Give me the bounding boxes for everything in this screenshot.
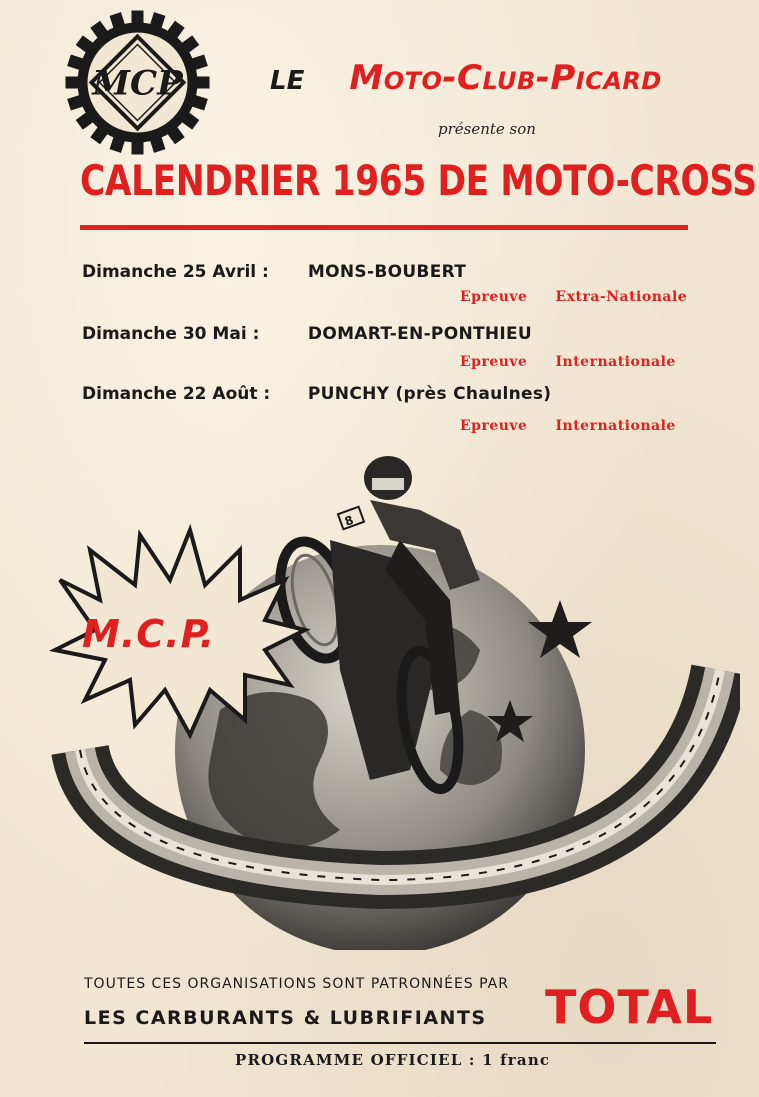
event-kind-label: Epreuve — [460, 289, 528, 305]
event-kind — [460, 418, 676, 434]
presente-son-text: présente son — [438, 120, 536, 138]
event-kind — [460, 354, 676, 370]
event-date: Dimanche 30 Mai : — [82, 324, 260, 344]
event-kind-level: Internationale — [555, 418, 676, 434]
event-kind-label: Epreuve — [460, 418, 528, 434]
event-date: Dimanche 22 Août : — [82, 384, 271, 404]
event-kind-level: Extra-Nationale — [555, 289, 688, 305]
program-price: PROGRAMME OFFICIEL : 1 franc — [235, 1051, 551, 1069]
event-kind-label: Epreuve — [460, 354, 528, 370]
footer-divider — [84, 1042, 716, 1044]
title-underline — [80, 225, 688, 230]
event-place: DOMART-EN-PONTHIEU — [307, 324, 533, 344]
globe-motorcycle-illustration — [40, 450, 740, 950]
rider-number: 8 — [342, 512, 356, 529]
emblem-letters: MCP — [92, 63, 183, 104]
event-row — [82, 262, 466, 282]
event-place: MONS-BOUBERT — [307, 262, 467, 282]
club-name: Moto-Club-Picard — [349, 58, 662, 98]
event-kind-level: Internationale — [555, 354, 676, 370]
event-kind — [460, 289, 687, 305]
event-row — [82, 384, 551, 404]
sponsor-products: LES CARBURANTS & LUBRIFIANTS — [84, 1007, 487, 1029]
sponsor-intro: TOUTES CES ORGANISATIONS SONT PATRONNÉES PAR — [84, 976, 509, 992]
sponsor-brand: TOTAL — [545, 980, 714, 1034]
calendar-title: CALENDRIER 1965 DE MOTO-CROSS — [80, 156, 757, 205]
burst-mcp-text: M.C.P. — [82, 612, 216, 656]
club-article: LE — [270, 66, 305, 96]
event-row — [82, 324, 532, 344]
club-heading — [270, 58, 730, 108]
mcp-cog-emblem-icon — [65, 10, 210, 155]
event-date: Dimanche 25 Avril : — [82, 262, 269, 282]
event-place: PUNCHY (près Chaulnes) — [307, 384, 552, 404]
